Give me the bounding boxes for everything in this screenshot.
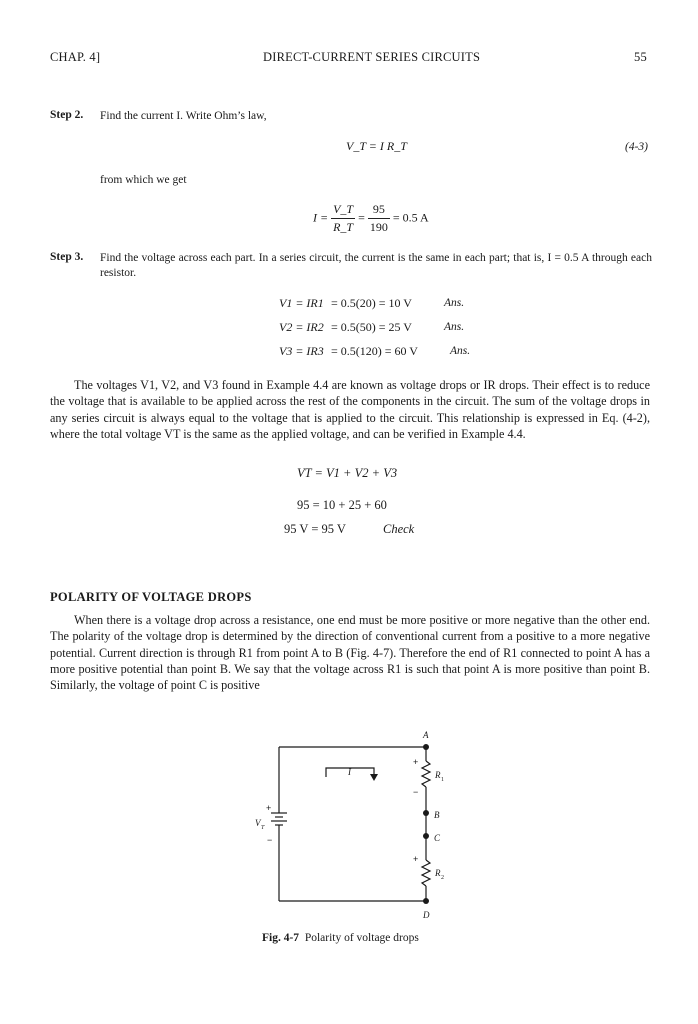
label-r1: R (435, 770, 441, 780)
label-current: I (348, 767, 351, 777)
v1-ans: Ans. (444, 297, 465, 309)
figure-caption-label: Fig. 4-7 (262, 932, 300, 944)
fraction-den-190: 190 (369, 220, 388, 234)
node-a (423, 744, 429, 750)
label-d: D (423, 910, 430, 920)
label-vt: V (255, 818, 261, 828)
node-d (423, 898, 429, 904)
fraction-num-95: 95 (368, 202, 390, 219)
r1-minus-sign: − (413, 787, 419, 797)
from-text: from which we get (100, 174, 187, 186)
polarity-paragraph (50, 612, 650, 693)
step2-text: Find the current I. Write Ohm’s law, (100, 110, 267, 122)
voltage-drops-paragraph-text: The voltages V1, V2, and V3 found in Example 4.4 are known as voltage drops or IR drops. Their effect is to reduce the voltage that is available to be applied across the rest of the components in the circuit. The sum of the voltage drops in any series circuit is always equal to the voltage that is applied to the circuit. This relationship is expressed in Eq. (4-2), where the total voltage VT is the same as the applied voltage, and can be verified in Example 4.4. (50, 378, 650, 441)
step2-label: Step 2. (50, 109, 84, 121)
label-r1-sub: 1 (441, 777, 444, 783)
battery-minus-sign: − (267, 835, 273, 845)
kvl-equation: VT = V1 + V2 + V3 (297, 466, 398, 480)
label-vt-sub: T (261, 825, 265, 831)
check-label: Check (383, 522, 415, 536)
figure-caption (262, 932, 419, 944)
v3-equation-lhs: V3 = IR3 (279, 344, 324, 358)
current-fraction-equation (313, 202, 429, 235)
v2-equation-rhs: = 0.5(50) = 25 V (331, 320, 412, 334)
label-a: A (423, 730, 429, 740)
step3-label: Step 3. (50, 251, 84, 263)
v2-equation-lhs: V2 = IR2 (279, 320, 324, 334)
r1-plus-sign: + (413, 757, 419, 767)
r2-plus-sign: + (413, 854, 419, 864)
figure-caption-text: Polarity of voltage drops (304, 932, 419, 944)
label-b: B (434, 810, 440, 820)
label-c: C (434, 833, 441, 843)
battery-plus-sign: + (266, 803, 272, 813)
fraction-95-190 (368, 202, 390, 235)
label-r2: R (435, 868, 441, 878)
running-title: DIRECT-CURRENT SERIES CIRCUITS (263, 50, 481, 64)
fraction-den: R_T (333, 220, 354, 234)
fraction-eq-sign: = (358, 210, 365, 225)
v1-equation-lhs: V1 = IR1 (279, 296, 324, 310)
ohms-law-equation: V_T = I R_T (346, 139, 407, 153)
page-number: 55 (634, 50, 647, 64)
node-b (423, 810, 429, 816)
fraction-lhs: I = (313, 210, 329, 225)
fraction-result: = 0.5 A (392, 210, 429, 225)
kvl-numeric-equation: 95 = 10 + 25 + 60 (297, 498, 387, 512)
step3-text: Find the voltage across each part. In a series circuit, the current is the same in each part; that is, I = 0.5 A through each resistor. (100, 252, 652, 279)
label-r2-sub: 2 (441, 875, 444, 881)
fraction-num: V_T (331, 202, 355, 219)
kvl-result-equation: 95 V = 95 V (284, 522, 346, 536)
v3-equation-rhs: = 0.5(120) = 60 V (331, 344, 418, 358)
polarity-paragraph-text: When there is a voltage drop across a resistance, one end must be more positive or more negative than the other end. The polarity of the voltage drop is determined by the direction of conventional current from a positive to a more negative potential. Current direction is through R1 from point A to B (Fig. 4-7). Therefore the end of R1 connected to point A has a more positive potential than point B. We say that the voltage across R1 is such that point A is more positive than point B. Similarly, the voltage of point C is positive (50, 613, 650, 693)
section-heading: POLARITY OF VOLTAGE DROPS (50, 590, 252, 604)
node-c (423, 833, 429, 839)
circuit-diagram (240, 725, 460, 925)
current-arrow-head (370, 774, 378, 781)
v3-ans: Ans. (450, 345, 471, 357)
v1-equation-rhs: = 0.5(20) = 10 V (331, 296, 412, 310)
resistor-r2 (422, 860, 430, 886)
v2-ans: Ans. (444, 321, 465, 333)
voltage-drops-paragraph (50, 377, 650, 442)
chapter-label: CHAP. 4] (50, 50, 101, 64)
resistor-r1 (422, 761, 430, 787)
fraction-vt-rt (331, 202, 355, 235)
equation-number: (4-3) (625, 141, 648, 153)
